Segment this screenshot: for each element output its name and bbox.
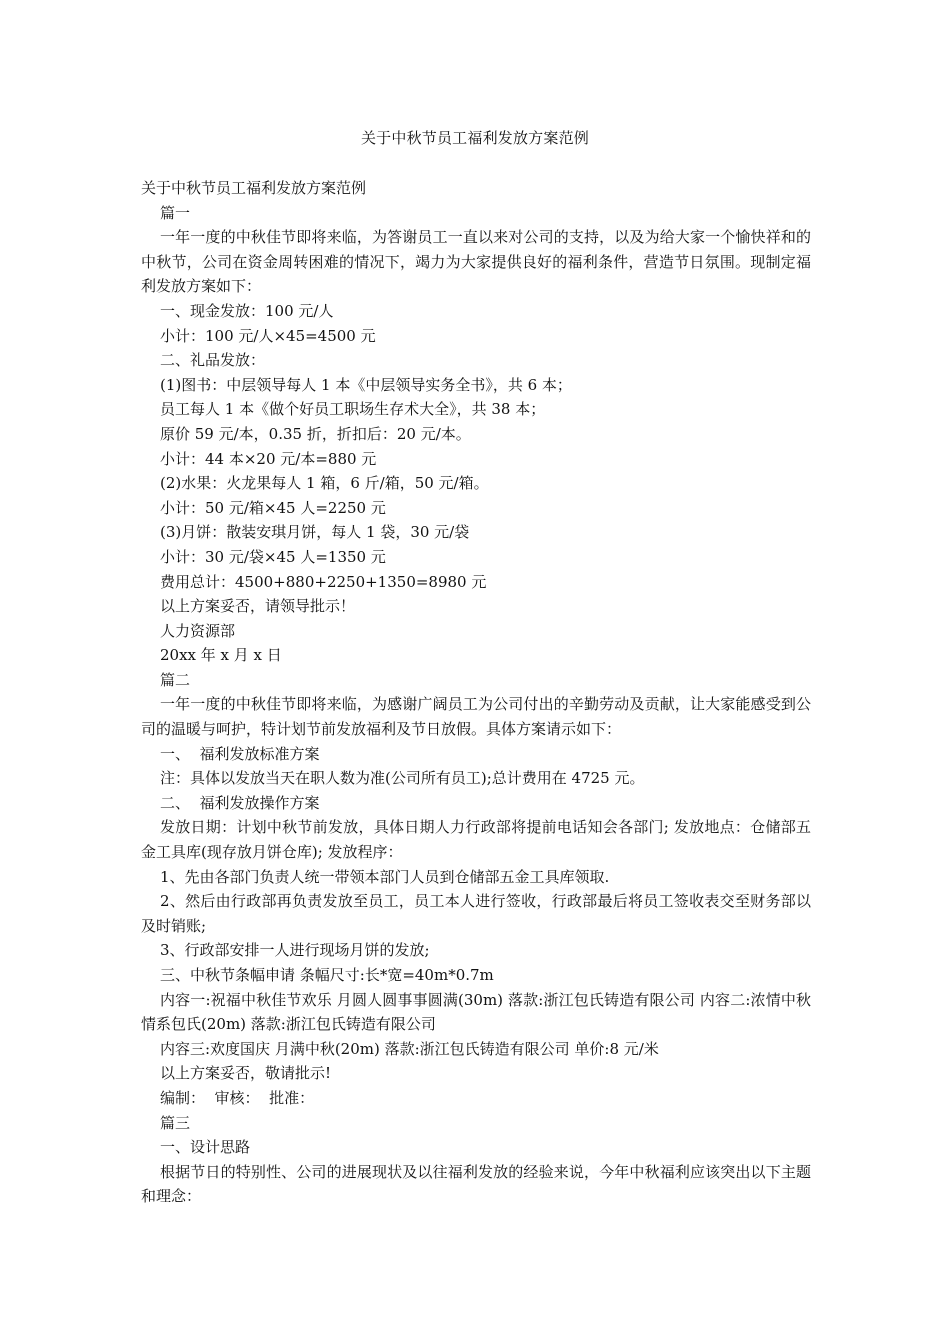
paragraph: 一、设计思路	[160, 1138, 251, 1157]
paragraph: (1)图书：中层领导每人 1 本《中层领导实务全书》，共 6 本；	[160, 375, 572, 394]
paragraph: 以上方案妥否，敬请批示!	[160, 1064, 332, 1083]
paragraph: (3)月饼：散装安琪月饼，每人 1 袋，30 元/袋	[160, 523, 470, 542]
paragraph: 二、 福利发放操作方案	[160, 793, 320, 812]
paragraph: 发放日期：计划中秋节前发放，具体日期人力行政部将提前电话知会各部门; 发放地点：仓储部五金工具库(现存放月饼仓库); 发放程序：	[141, 818, 811, 862]
paragraph: 一年一度的中秋佳节即将来临，为答谢员工一直以来对公司的支持，以及为给大家一个愉快祥和的中秋节，公司在资金周转困难的情况下，竭力为大家提供良好的福利条件，营造节日氛围。现制定福利发放方案如下：	[141, 228, 811, 296]
paragraph: 注：具体以发放当天在职人数为准(公司所有员工);总计费用在 4725 元。	[160, 769, 645, 788]
paragraph: 一、 福利发放标准方案	[160, 744, 320, 763]
paragraph: 篇三	[160, 1113, 191, 1132]
paragraph: 内容三:欢度国庆 月满中秋(20m) 落款:浙江包氏铸造有限公司 单价:8 元/米	[160, 1039, 659, 1058]
paragraph: 20xx 年 x 月 x 日	[160, 646, 282, 665]
paragraph: 小计：44 本×20 元/本=880 元	[160, 449, 377, 468]
paragraph: 2、然后由行政部再负责发放至员工，员工本人进行签收，行政部最后将员工签收表交至财务部以及时销账;	[141, 892, 811, 935]
paragraph: 费用总计：4500+880+2250+1350=8980 元	[160, 572, 487, 591]
page-title: 关于中秋节员工福利发放方案范例	[360, 129, 589, 147]
paragraph: 三、中秋节条幅申请 条幅尺寸:长*宽=40m*0.7m	[160, 966, 494, 984]
paragraph: 内容一:祝福中秋佳节欢乐 月圆人圆事事圆满(30m) 落款:浙江包氏铸造有限公司 内容二:浓情中秋 情系包氏(20m) 落款:浙江包氏铸造有限公司	[141, 990, 816, 1034]
paragraph: 一、现金发放：100 元/人	[160, 301, 334, 320]
paragraph: 二、礼品发放：	[160, 351, 266, 370]
paragraph: 原价 59 元/本，0.35 折，折扣后：20 元/本。	[160, 424, 471, 443]
paragraph: 编制： 审核： 批准：	[160, 1088, 315, 1107]
paragraph: 小计：50 元/箱×45 人=2250 元	[160, 498, 386, 517]
paragraph: 篇二	[160, 670, 191, 689]
paragraph: 一年一度的中秋佳节即将来临，为感谢广阔员工为公司付出的辛勤劳动及贡献，让大家能感受到公司的温暖与呵护，特计划节前发放福利及节日放假。具体方案请示如下：	[141, 695, 811, 739]
paragraph: 小计：30 元/袋×45 人=1350 元	[160, 547, 386, 566]
paragraph: 员工每人 1 本《做个好员工职场生存术大全》，共 38 本；	[160, 400, 546, 419]
paragraph: 根据节日的特别性、公司的进展现状及以往福利发放的经验来说，今年中秋福利应该突出以下主题和理念：	[141, 1162, 811, 1206]
paragraph: 小计：100 元/人×45=4500 元	[160, 326, 376, 345]
paragraph: 3、行政部安排一人进行现场月饼的发放;	[160, 941, 430, 960]
paragraph: 以上方案妥否，请领导批示！	[160, 597, 356, 616]
document-body	[141, 176, 816, 1209]
paragraph: 1、先由各部门负责人统一带领本部门人员到仓储部五金工具库领取.	[160, 867, 610, 886]
paragraph: (2)水果：火龙果每人 1 箱，6 斤/箱，50 元/箱。	[160, 474, 489, 493]
paragraph: 关于中秋节员工福利发放方案范例	[141, 179, 367, 197]
paragraph: 人力资源部	[160, 621, 236, 640]
paragraph: 篇一	[160, 203, 191, 222]
